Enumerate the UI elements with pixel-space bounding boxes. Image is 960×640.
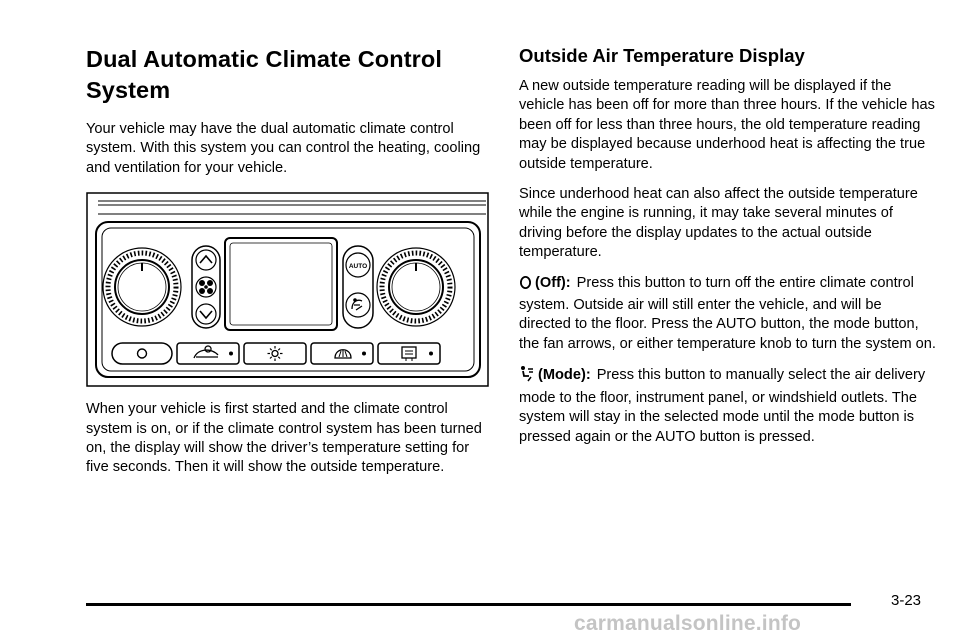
underhood-paragraph: Since underhood heat can also affect the outside temperature while the engine is running, it may take several minutes of driving before the display updates to the actual outside temperature. <box>519 186 918 261</box>
off-text: Press this button to turn off the entire climate control system. Outside air will still enter the vehicle, and will be directed to the floor. Press the AUTO button, the mode button, the fan arrows, or either temperature knob to turn the system on. <box>519 274 936 352</box>
off-icon <box>519 275 532 296</box>
left-column <box>86 44 490 489</box>
startup-paragraph: When your vehicle is first started and the climate control system is on, or if the climate control system has been turned on, the display will show the driver’s temperature setting for five seconds. Then it will show the outside temperature. <box>86 401 482 476</box>
section-title: Dual Automatic Climate Control System <box>86 46 442 103</box>
mode-term: (Mode): <box>538 367 591 384</box>
bottom-button-row <box>112 343 440 364</box>
off-term: (Off): <box>535 274 571 291</box>
climate-panel-drawing <box>86 192 489 387</box>
auto-mode-buttons <box>343 246 373 328</box>
climate-control-illustration <box>86 192 489 387</box>
intro-paragraph: Your vehicle may have the dual automatic climate control system. With this system you can control the heating, cooling and ventilation for your vehicle. <box>86 121 481 176</box>
mode-description <box>519 365 937 447</box>
off-description <box>519 274 937 355</box>
fan-buttons <box>192 246 220 328</box>
auto-label: AUTO <box>348 263 368 271</box>
mode-icon <box>519 365 535 388</box>
page-number: 3-23 <box>891 592 922 609</box>
mode-text: Press this button to manually select the air delivery mode to the floor, instrument panel, or windshield outlets. The system will stay in the selected mode until the mode button is pressed again or the AUTO button is pressed. <box>519 367 926 445</box>
passenger-temperature-knob <box>377 248 455 326</box>
subsection-title: Outside Air Temperature Display <box>519 45 805 66</box>
footer-rule <box>86 603 851 606</box>
watermark: carmanualsonline.info <box>574 612 802 635</box>
reading-paragraph: A new outside temperature reading will be displayed if the vehicle has been off for more than three hours. If the vehicle has been off for less than three hours, the old temperature reading may be displayed because underhood heat is affecting the true outside temperature. <box>519 78 935 172</box>
right-column <box>519 44 937 458</box>
driver-temperature-knob <box>103 248 181 326</box>
